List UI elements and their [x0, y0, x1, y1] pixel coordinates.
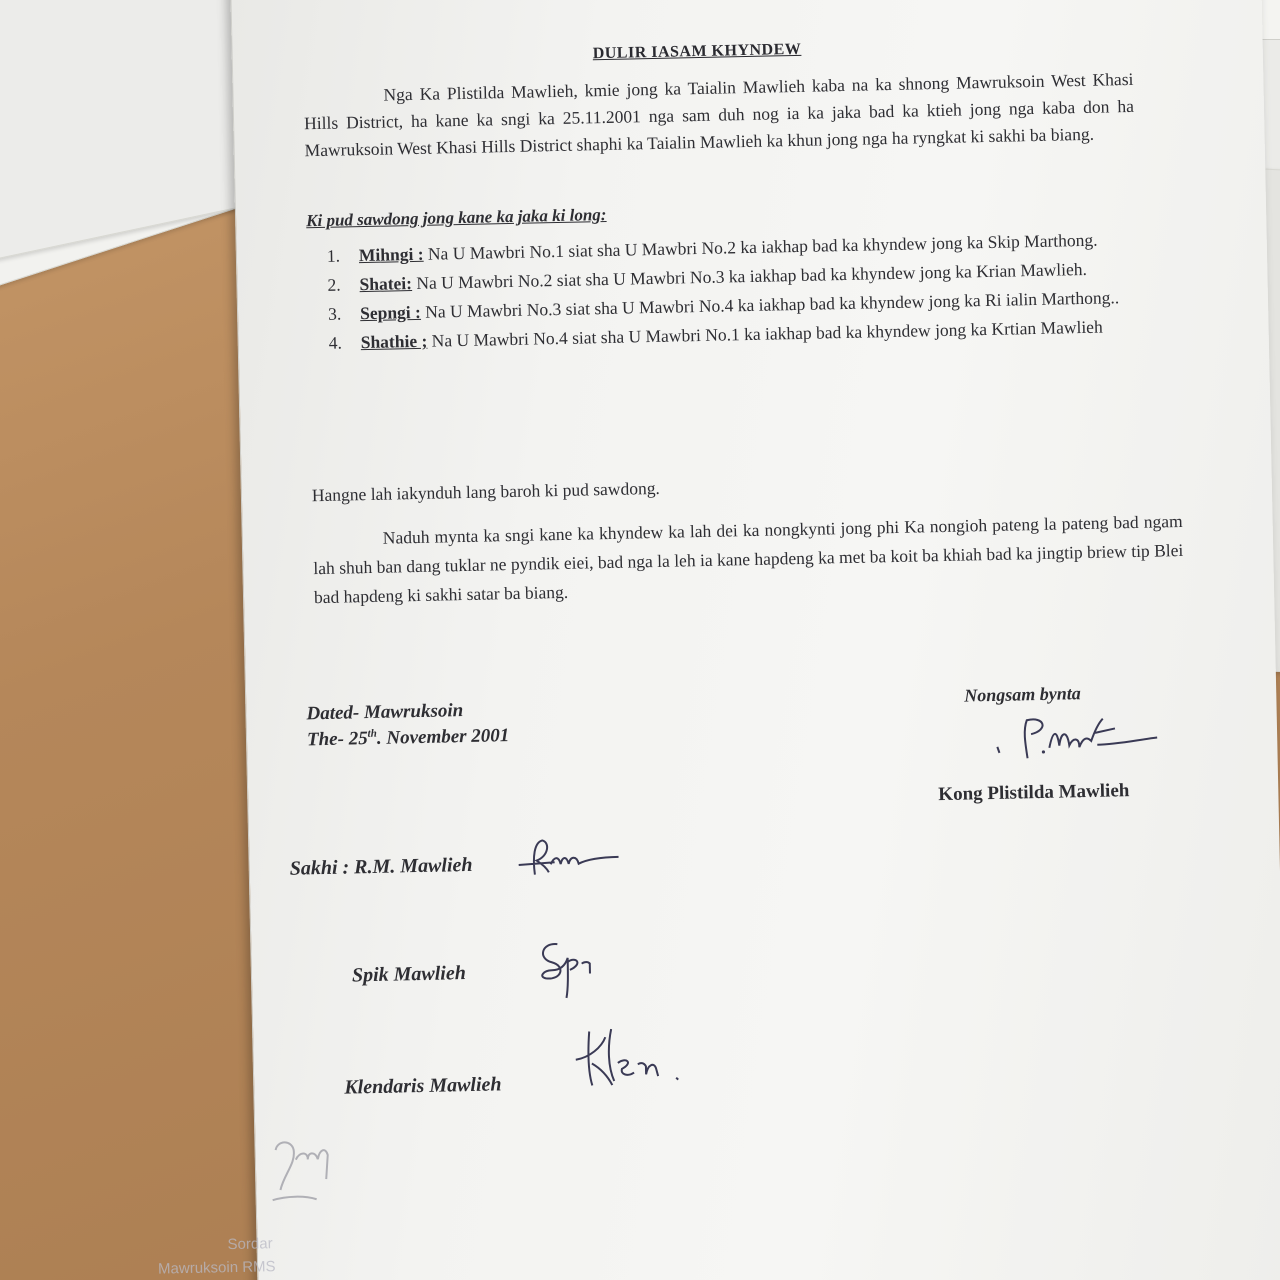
witness-2: Spik Mawlieh [351, 962, 467, 987]
boundary-text: Na U Mawbri No.1 siat sha U Mawbri No.2 ka iakhap bad ka khyndew jong ka Skip Marthong. [423, 229, 1098, 264]
witness-1-signature [514, 833, 625, 885]
faded-stamp-signature [255, 1128, 367, 1230]
witness-3-signature [571, 1021, 712, 1094]
boundary-text: Na U Mawbri No.3 siat sha U Mawbri No.4 ka iakhap bad ka khyndew jong ka Ri ialin Marthong.. [420, 287, 1120, 322]
stamp-text-line: Sordar [227, 1235, 273, 1254]
dated-place: Dated- Mawruksoin [306, 700, 464, 725]
boundary-number: 1. [326, 245, 341, 266]
witness-2-signature [521, 933, 612, 1005]
dated-prefix: The- 25 [306, 728, 368, 751]
witness-3: Klendaris Mawlieh [344, 1073, 502, 1099]
document-title: DULIR IASAM KHYNDEW [592, 40, 802, 63]
signer-name: Kong Plistilda Mawlieh [938, 780, 1130, 806]
dated-suffix: . November 2001 [376, 725, 510, 749]
boundary-direction: Sepngi : [359, 301, 422, 324]
intro-paragraph: Nga Ka Plistilda Mawlieh, kmie jong ka Taialin Mawlieh kaba na ka shnong Mawruksoin West Khasi Hills District, ha kane ka sngi ka 25.11.2001 nga sam duh nog ia ka jaka bad ka ktieh jong nga kaba don ha Mawruksoin West Khasi Hills District shaphi ka Taialin Mawlieh ka khun jong nga ha ryngkat ki sakhi ba biang. [303, 68, 1135, 161]
boundary-text: Na U Mawbri No.2 siat sha U Mawbri No.3 ka iakhap bad ka khyndew jong ka Krian Mawlieh. [411, 258, 1088, 294]
boundary-direction: Mihngi : [358, 243, 424, 266]
declaration-paragraph: Naduh mynta ka sngi kane ka khyndew ka lah dei ka nongkynti jong phi Ka nongioh pateng la pateng bad ngam lah shuh ban dang tuklar ne pyndik eiei, bad nga la leh ia kane hapdeng ka met ba koit ba khiah bad ka jingtip briew tip Blei bad hapdeng ki sakhi satar ba biang. [313, 510, 1184, 608]
boundary-direction: Shatei: [359, 273, 413, 295]
land-deed-document [157, 0, 1280, 1280]
signer-signature [987, 705, 1168, 769]
stamp-text-line: Mawruksoin RMS [157, 1258, 276, 1278]
boundary-number: 4. [328, 332, 343, 353]
boundaries-heading: Ki pud sawdong jong kane ka jaka ki long: [305, 204, 607, 231]
closing-line: Hangne lah iakynduh lang baroh ki pud sawdong. [311, 477, 661, 506]
witness-1: Sakhi : R.M. Mawlieh [289, 853, 473, 880]
boundary-number: 2. [327, 274, 341, 295]
dated-date [307, 723, 510, 753]
boundary-number: 3. [327, 303, 342, 324]
boundaries-list [327, 226, 1149, 359]
boundary-text: Na U Mawbri No.4 siat sha U Mawbri No.1 ka iakhap bad ka khyndew jong ka Krtian Mawlieh [427, 316, 1103, 351]
boundary-direction: Shathie ; [360, 330, 428, 353]
dated-ordinal: th [367, 727, 377, 740]
dated-block [306, 697, 509, 753]
yours-label: Nongsam bynta [964, 683, 1081, 706]
